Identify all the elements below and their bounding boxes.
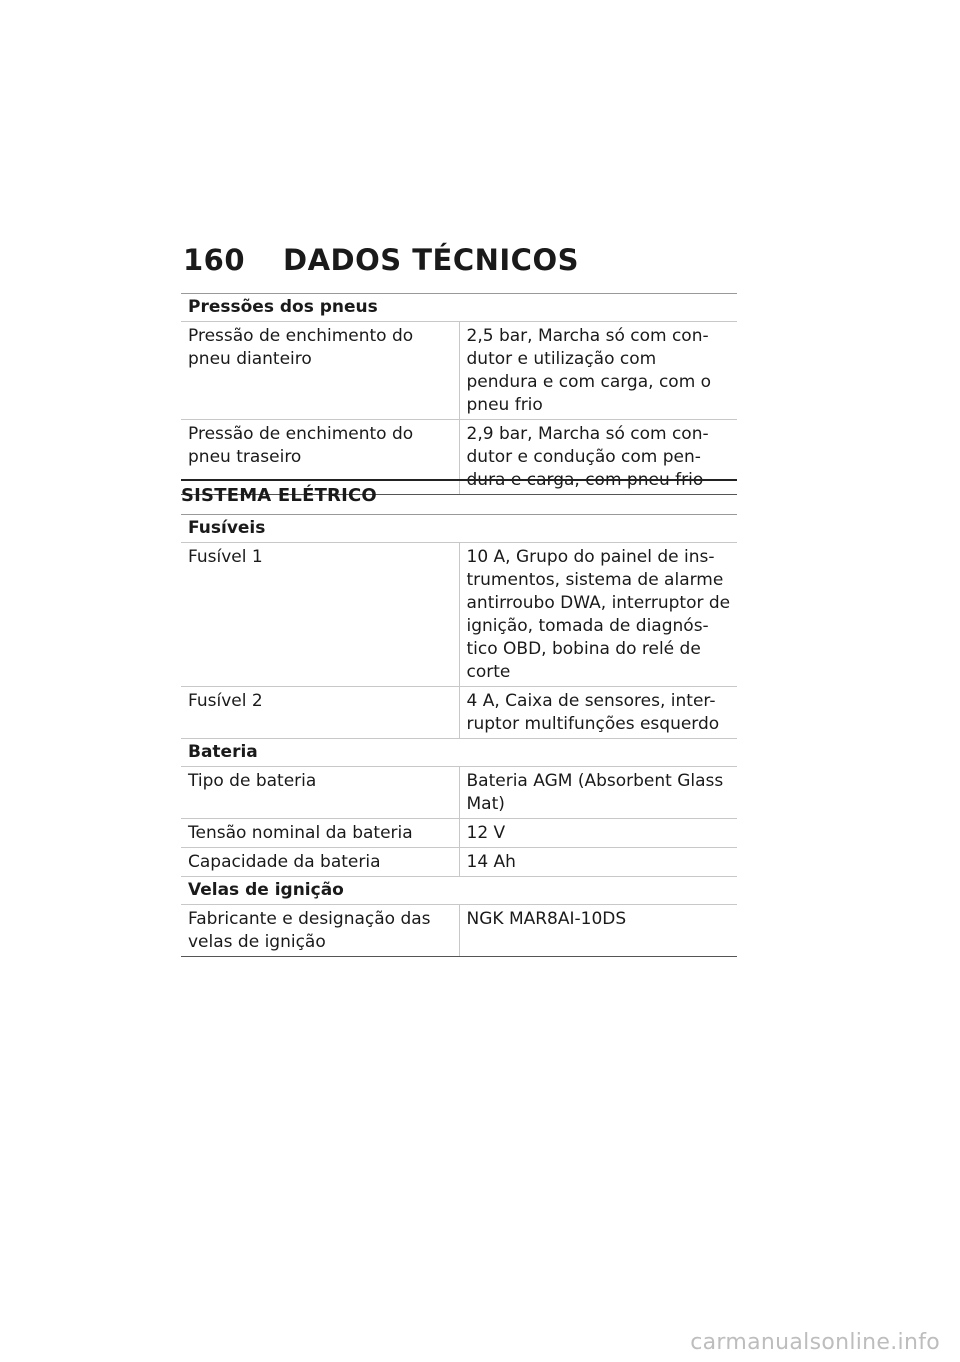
row-value: 14 Ah	[459, 848, 737, 877]
table-row	[181, 848, 737, 877]
table-row	[181, 687, 737, 739]
table-row	[181, 819, 737, 848]
row-label: Capacidade da bateria	[181, 848, 459, 877]
watermark: carmanualsonline.info	[690, 1330, 940, 1355]
row-label: Tensão nominal da bateria	[181, 819, 459, 848]
tire-pressure-heading: Pressões dos pneus	[181, 294, 737, 322]
spark-plugs-heading: Velas de ignição	[181, 877, 737, 905]
row-value: NGK MAR8AI-10DS	[459, 905, 737, 957]
table-group-heading	[181, 294, 737, 322]
row-value: 4 A, Caixa de sensores, inter-ruptor multifunções esquerdo	[459, 687, 737, 739]
row-label: Fabricante e designação das velas de ignição	[181, 905, 459, 957]
table-group-heading	[181, 877, 737, 905]
row-label: Fusível 2	[181, 687, 459, 739]
table-row	[181, 420, 737, 495]
row-value: 2,5 bar, Marcha só com con-dutor e utilização com pendura e com carga, com o pneu frio	[459, 322, 737, 420]
table-row	[181, 322, 737, 420]
row-label: Pressão de enchimento do pneu dianteiro	[181, 322, 459, 420]
row-label: Tipo de bateria	[181, 767, 459, 819]
page-number: 160	[183, 243, 246, 277]
tire-pressure-table	[181, 293, 737, 495]
page-header	[183, 243, 743, 283]
electrical-table	[181, 514, 737, 957]
battery-heading: Bateria	[181, 739, 737, 767]
row-value: Bateria AGM (Absorbent Glass Mat)	[459, 767, 737, 819]
chapter-title: DADOS TÉCNICOS	[283, 243, 579, 277]
section-title-electrical: SISTEMA ELÉTRICO	[181, 485, 377, 506]
table-row	[181, 905, 737, 957]
table-row	[181, 543, 737, 687]
row-label: Pressão de enchimento do pneu traseiro	[181, 420, 459, 495]
row-value: 2,9 bar, Marcha só com con-dutor e condução com pen-dura e carga, com pneu frio	[459, 420, 737, 495]
table-row	[181, 767, 737, 819]
table-group-heading	[181, 515, 737, 543]
row-value: 10 A, Grupo do painel de ins-trumentos, sistema de alarme antirroubo DWA, interruptor de ignição, tomada de diagnós-tico OBD, bobina do relé de corte	[459, 543, 737, 687]
fuses-heading: Fusíveis	[181, 515, 737, 543]
table-group-heading	[181, 739, 737, 767]
row-label: Fusível 1	[181, 543, 459, 687]
section-divider	[181, 479, 737, 481]
row-value: 12 V	[459, 819, 737, 848]
